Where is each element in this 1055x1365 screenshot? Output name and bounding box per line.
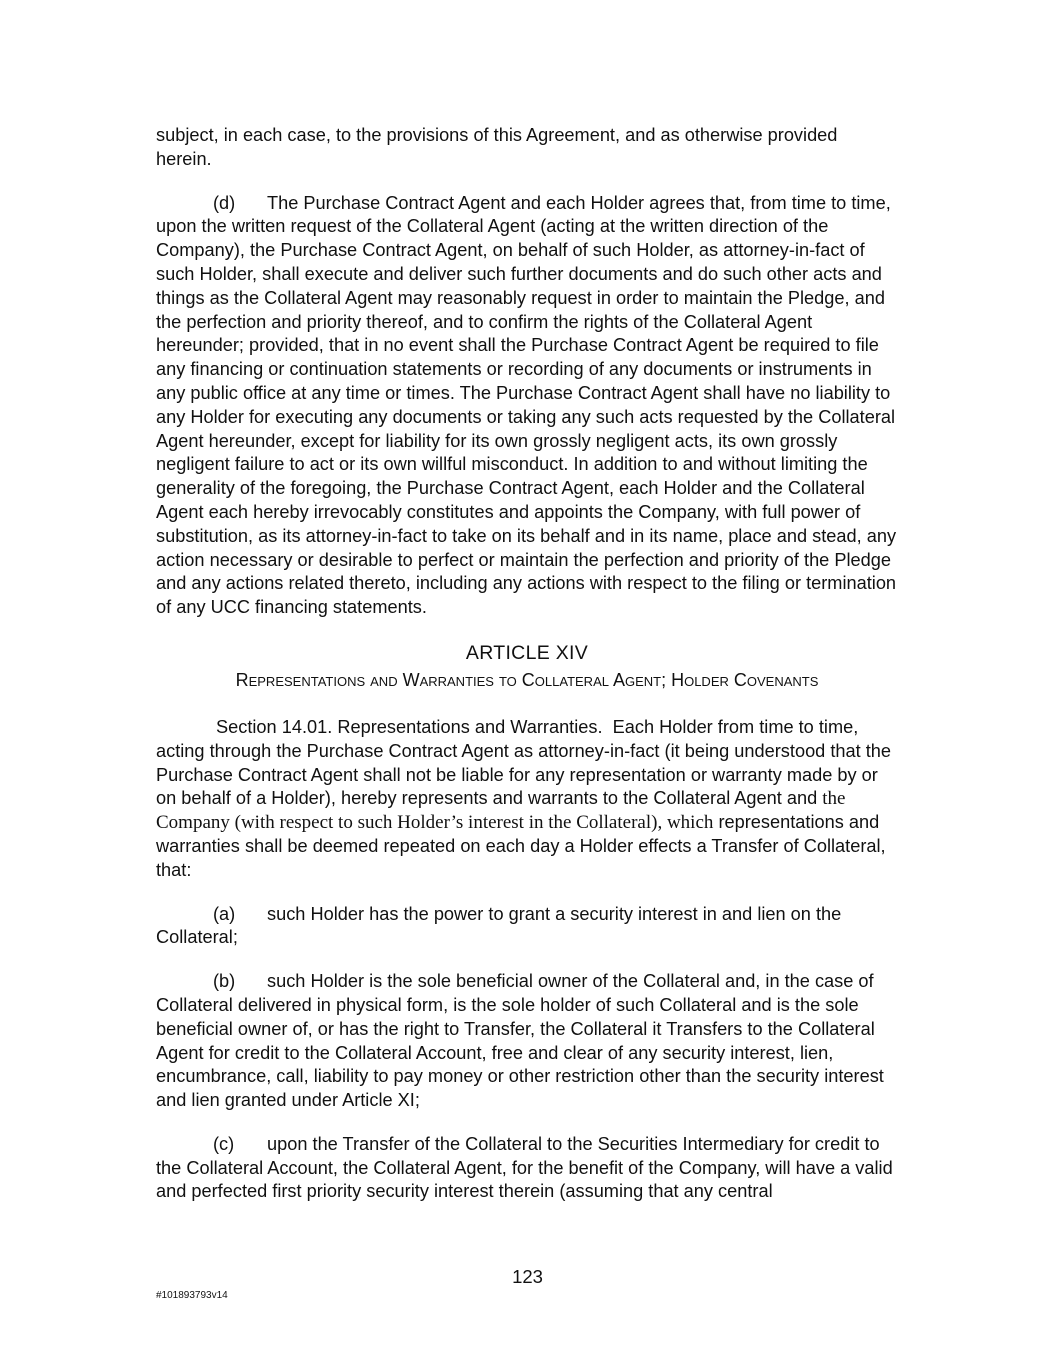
document-page: [156, 124, 898, 1224]
paragraph-d-text: The Purchase Contract Agent and each Holder agrees that, from time to time, upon the written request of the Collateral Agent (acting at the written direction of the Company), the Purchase Contract Agent, on behalf of such Holder, as attorney-in-fact of such Holder, shall execute and deliver such further documents and do such other acts and things as the Collateral Agent may reasonably request in order to maintain the Pledge, and the perfection and priority thereof, and to confirm the rights of the Collateral Agent hereunder; provided, that in no event shall the Purchase Contract Agent be required to file any financing or continuation statements or recording of any documents or instruments in any public office at any time or times. The Purchase Contract Agent shall have no liability to any Holder for executing any documents or taking any such acts requested by the Collateral Agent hereunder, except for liability for its own grossly negligent acts, its own grossly negligent failure to act or its own willful misconduct. In addition to and without limiting the generality of the foregoing, the Purchase Contract Agent, each Holder and the Collateral Agent each hereby irrevocably constitutes and appoints the Company, with full power of substitution, as its attorney-in-fact to take on its behalf and in its name, place and stead, any action necessary or desirable to perfect or maintain the perfection and priority of the Pledge and any actions related thereto, including any actions with respect to the filing or termination of any UCC financing statements.: [156, 192, 897, 618]
intro-paragraph: [156, 124, 898, 172]
item-a-text: such Holder has the power to grant a security interest in and lien on the Collateral;: [156, 903, 842, 948]
article-subtitle: Representations and Warranties to Collateral Agent; Holder Covenants: [235, 669, 819, 690]
article-title: ARTICLE XIV: [465, 641, 589, 664]
section-text-part2: representations and warranties shall be deemed repeated on each day a Holder effects a Transfer of Collateral, that:: [156, 812, 886, 880]
item-b: [156, 970, 898, 1113]
section-14-01-paragraph: [156, 716, 898, 883]
item-c-label: (c): [213, 1133, 235, 1154]
page-number: 123: [512, 1266, 543, 1287]
item-a: [156, 903, 898, 951]
item-b-label: (b): [213, 971, 236, 992]
section-text-serif: the Company (with respect to such Holder’s interest in the Collateral), which: [156, 788, 846, 834]
paragraph-d-label: (d): [213, 192, 236, 213]
item-c: [156, 1133, 898, 1204]
document-id: #101893793v14: [156, 1290, 228, 1301]
paragraph-d: [156, 192, 898, 620]
item-a-label: (a): [213, 903, 236, 924]
section-text-part1: Each Holder from time to time, acting through the Purchase Contract Agent as attorney-in-fact (it being understood that the Purchase Contract Agent shall not be liable for any representation or warranty made by or on behalf of a Holder), hereby represents and warrants to the Collateral Agent and: [156, 716, 892, 809]
item-c-text: upon the Transfer of the Collateral to the Securities Intermediary for credit to the Collateral Account, the Collateral Agent, for the benefit of the Company, will have a valid and perfected first priority security interest therein (assuming that any central: [156, 1133, 893, 1202]
section-heading: Section 14.01. Representations and Warranties.: [216, 716, 603, 737]
intro-text: subject, in each case, to the provisions of this Agreement, and as otherwise provided herein.: [156, 125, 838, 169]
item-b-text: such Holder is the sole beneficial owner of the Collateral and, in the case of Collateral delivered in physical form, is the sole holder of such Collateral and is the sole beneficial owner of, or has the right to Transfer, the Collateral it Transfers to the Collateral Agent for credit to the Collateral Account, free and clear of any security interest, lien, encumbrance, call, liability to pay money or other restriction other than the security interest and lien granted under Article XI;: [156, 971, 884, 1111]
